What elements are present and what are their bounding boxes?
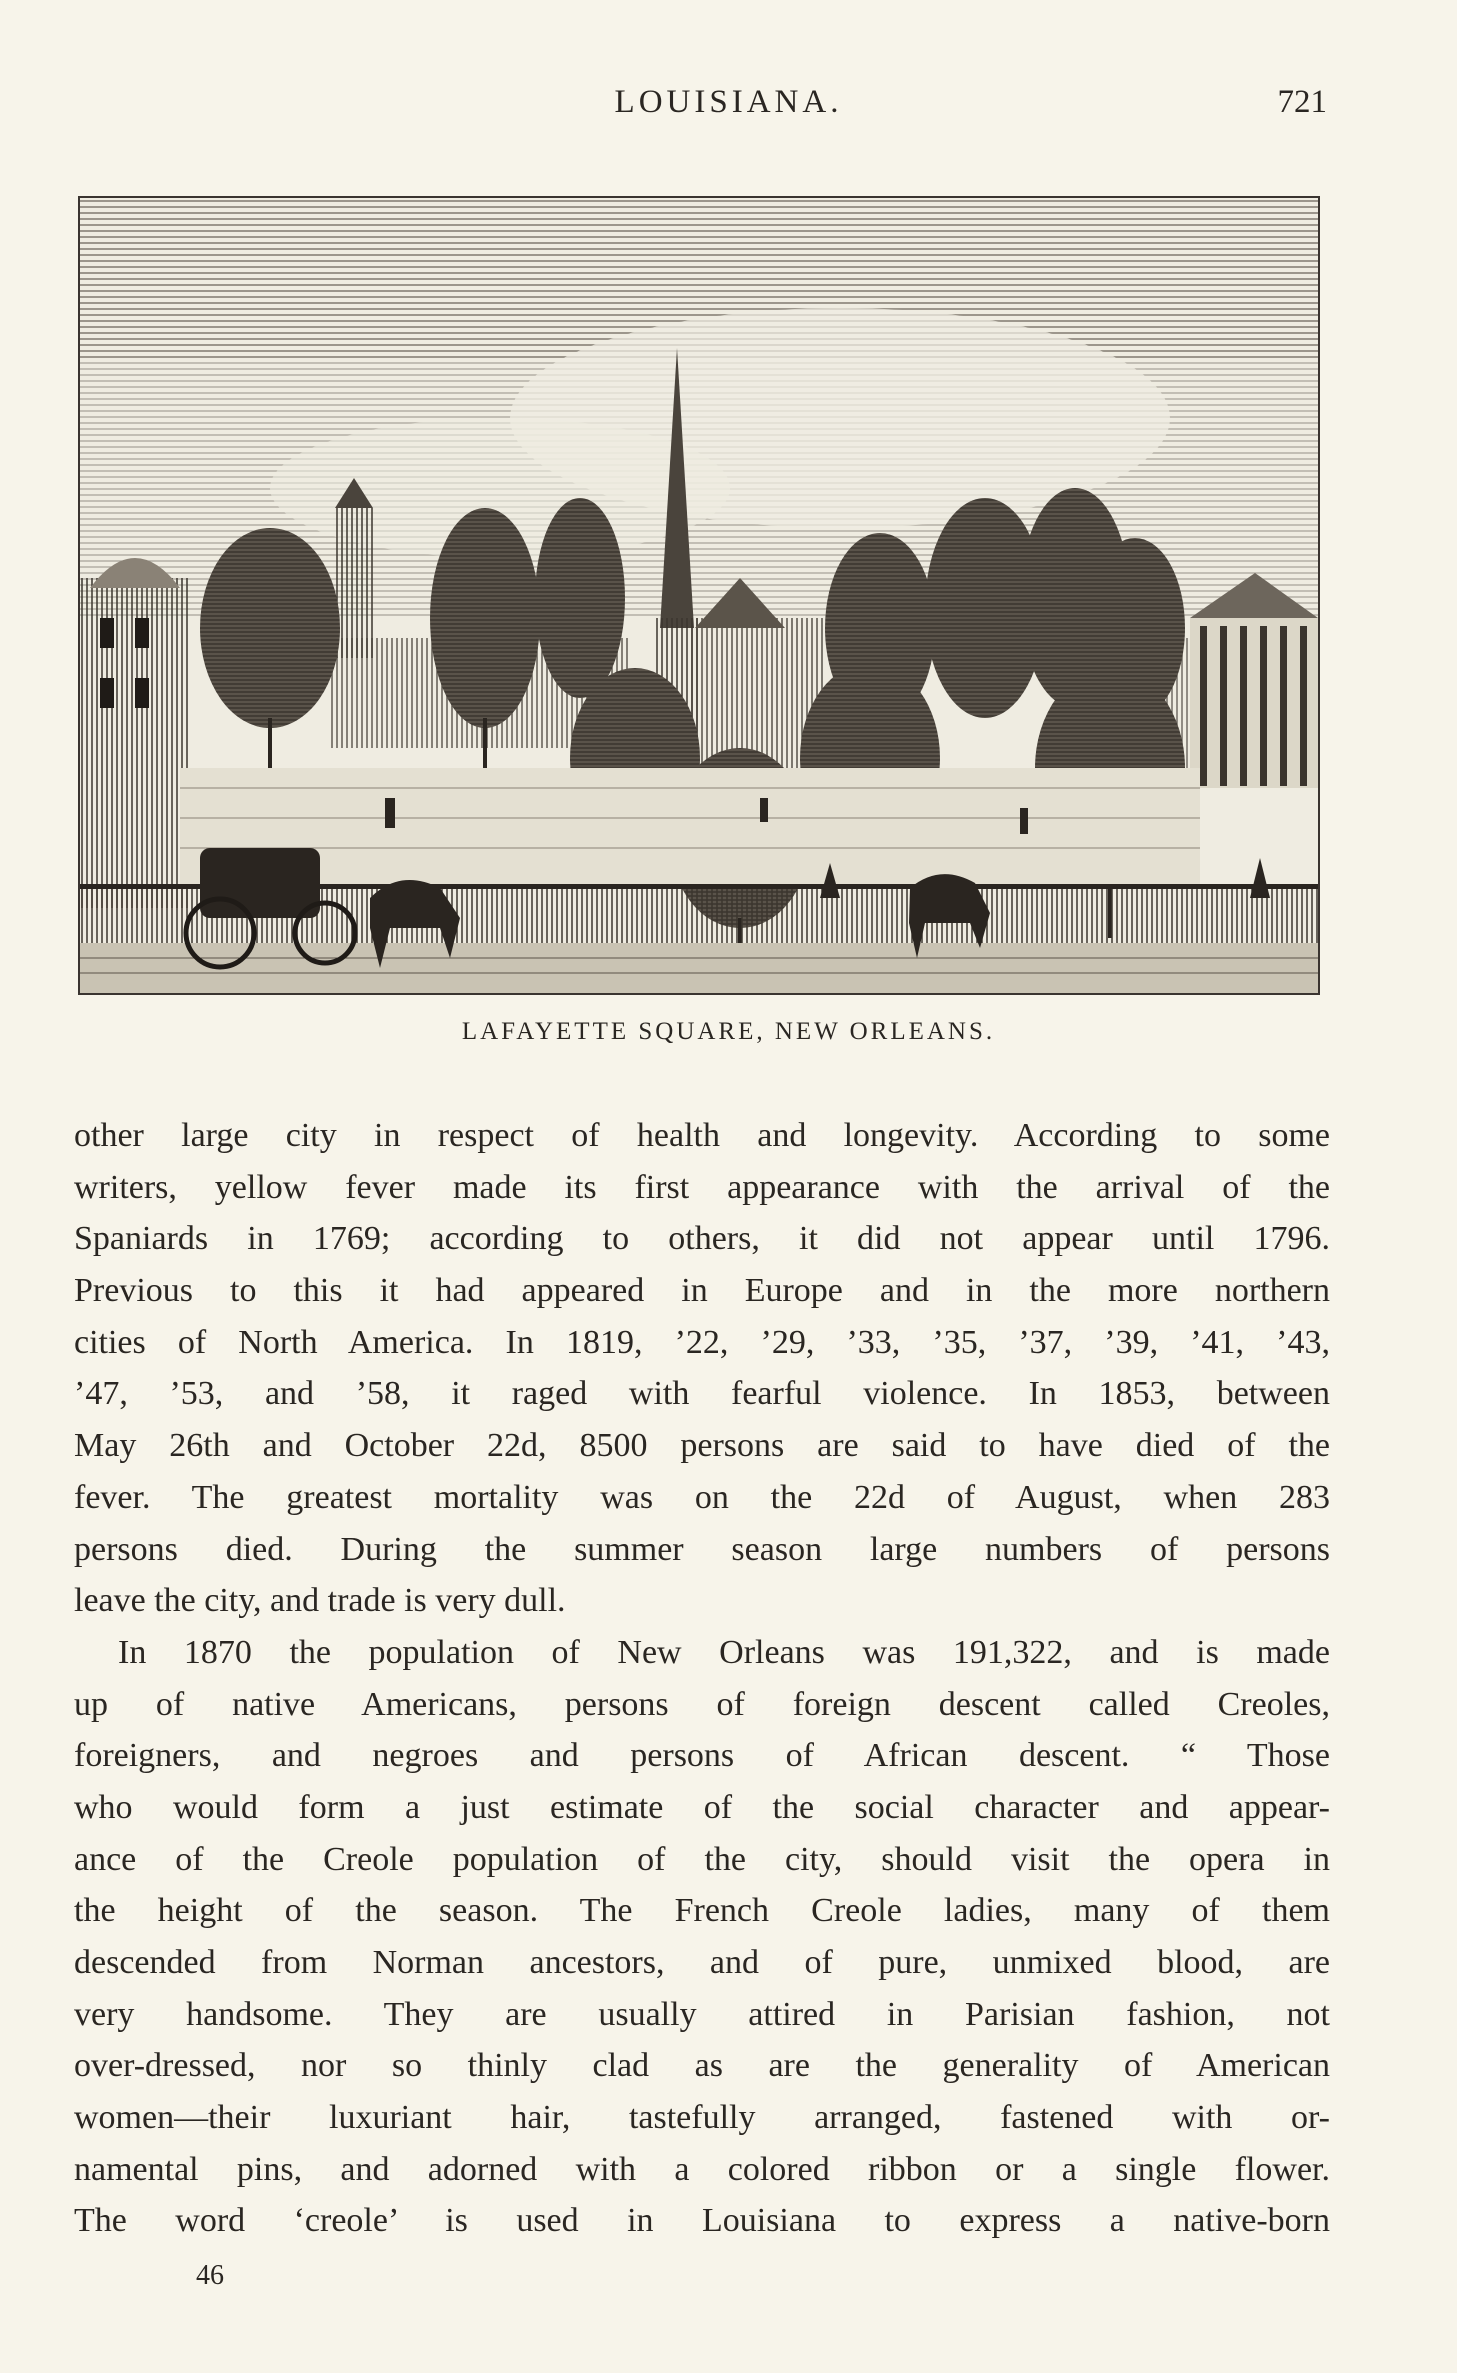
text-line: up of native Americans, persons of foreign descent called Creoles, xyxy=(74,1685,1330,1723)
text-line: cities of North America. In 1819, ’22, ’29, ’33, ’35, ’37, ’39, ’41, ’43, xyxy=(74,1323,1330,1361)
engraving-illustration xyxy=(78,196,1320,995)
text-line: foreigners, and negroes and persons of African descent. “ Those xyxy=(74,1737,1330,1775)
text-line: very handsome. They are usually attired in Parisian fashion, not xyxy=(74,1995,1330,2033)
text-line: Spaniards in 1769; according to others, it did not appear until 1796. xyxy=(74,1220,1330,1258)
text-line: leave the city, and trade is very dull. xyxy=(74,1582,566,1620)
body-text xyxy=(74,1110,1330,2247)
running-title: LOUISIANA. xyxy=(614,84,843,120)
text-line: May 26th and October 22d, 8500 persons are said to have died of the xyxy=(74,1427,1330,1465)
text-line: namental pins, and adorned with a colored ribbon or a single flower. xyxy=(74,2150,1330,2188)
text-line: the height of the season. The French Creole ladies, many of them xyxy=(74,1892,1330,1930)
page-number: 721 xyxy=(1277,84,1327,120)
text-line: fever. The greatest mortality was on the 22d of August, when 283 xyxy=(74,1478,1330,1516)
text-line: In 1870 the population of New Orleans was 191,322, and is made xyxy=(118,1633,1330,1671)
signature-mark: 46 xyxy=(196,2260,224,2291)
text-line: writers, yellow fever made its first appearance with the arrival of the xyxy=(74,1168,1330,1206)
text-line: other large city in respect of health and longevity. According to some xyxy=(74,1117,1330,1154)
text-line: Previous to this it had appeared in Europe and in the more northern xyxy=(74,1272,1330,1310)
text-line: women—their luxuriant hair, tastefully arranged, fastened with or- xyxy=(74,2099,1330,2137)
text-line: persons died. During the summer season large numbers of persons xyxy=(74,1530,1330,1568)
text-line: over-dressed, nor so thinly clad as are the generality of American xyxy=(74,2047,1330,2085)
text-line: The word ‘creole’ is used in Louisiana to express a native-born xyxy=(74,2202,1330,2240)
running-head xyxy=(0,84,1457,124)
illustration-caption: LAFAYETTE SQUARE, NEW ORLEANS. xyxy=(461,1018,996,1045)
text-line: ’47, ’53, and ’58, it raged with fearful violence. In 1853, between xyxy=(74,1375,1330,1413)
text-line: descended from Norman ancestors, and of pure, unmixed blood, are xyxy=(74,1944,1330,1981)
text-line: ance of the Creole population of the city, should visit the opera in xyxy=(74,1840,1330,1878)
text-line: who would form a just estimate of the social character and appear- xyxy=(74,1788,1330,1826)
